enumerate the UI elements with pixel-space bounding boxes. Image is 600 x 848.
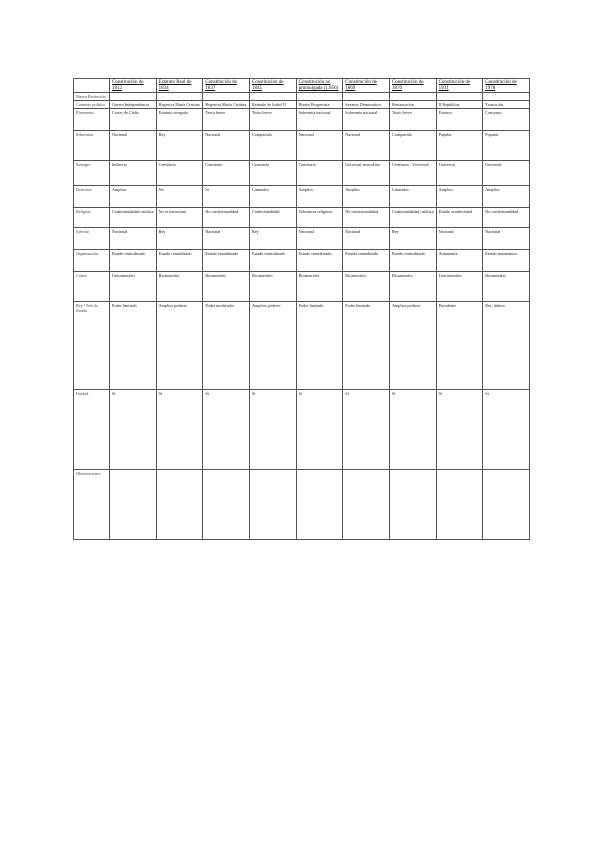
table-cell <box>110 470 157 540</box>
table-body <box>74 93 530 540</box>
table-cell: Amplios <box>110 186 157 208</box>
table-cell: Bicamerales <box>156 272 203 302</box>
table-cell: Nacional <box>296 131 343 161</box>
header-cell-1869: Constitución de 1869 <box>343 79 390 93</box>
table-cell <box>389 470 436 540</box>
table-cell: Universal <box>436 161 483 186</box>
row-label: Organización <box>74 250 110 272</box>
table-cell: Bicamerales <box>203 272 250 302</box>
table-cell: Amplios <box>343 186 390 208</box>
table-cell: Sí <box>436 390 483 470</box>
table-cell: Estado centralizado <box>296 250 343 272</box>
table-cell: Sexenio Democrático <box>343 101 390 109</box>
table-row <box>74 272 530 302</box>
table-cell: Nacional <box>483 228 530 250</box>
row-label: Nueva Redacción <box>74 93 110 101</box>
table-cell: No confesionalidad <box>483 208 530 228</box>
table-cell: Bicamerales <box>389 272 436 302</box>
table-cell: Censitario / Universal <box>389 161 436 186</box>
table-cell <box>203 470 250 540</box>
table-cell: Poder limitado <box>296 302 343 390</box>
table-cell: No confesionalidad <box>203 208 250 228</box>
table-cell: Amplios poderes <box>156 302 203 390</box>
table-cell: Nacional <box>343 228 390 250</box>
table-row <box>74 93 530 101</box>
table-cell: Estado centralizado <box>343 250 390 272</box>
table-cell: Unicamerales <box>110 272 157 302</box>
table-cell: Confesionalidad católica <box>110 208 157 228</box>
table-cell: Limitados <box>249 186 296 208</box>
table-cell: Poder limitado <box>343 302 390 390</box>
table-cell: Texto breve <box>203 109 250 131</box>
table-cell: Restauración <box>389 101 436 109</box>
table-cell <box>249 470 296 540</box>
table-cell <box>343 470 390 540</box>
table-cell: Estado autonómico <box>483 250 530 272</box>
table-cell <box>389 93 436 101</box>
table-cell: Soberanía nacional <box>296 109 343 131</box>
table-cell: Bienio Progresista <box>296 101 343 109</box>
table-cell: Poder limitado <box>110 302 157 390</box>
table-cell: Sí <box>110 390 157 470</box>
table-row <box>74 250 530 272</box>
table-cell: Estado centralizado <box>249 250 296 272</box>
table-cell: Texto breve <box>389 109 436 131</box>
table-row <box>74 101 530 109</box>
table-cell: No confesionalidad <box>343 208 390 228</box>
table-cell <box>436 470 483 540</box>
table-cell: Presidente <box>436 302 483 390</box>
table-row <box>74 109 530 131</box>
table-cell <box>436 93 483 101</box>
table-cell: Bicamerales <box>343 272 390 302</box>
table-cell: Regencia María Cristina <box>156 101 203 109</box>
table-cell <box>156 470 203 540</box>
header-cell-1876: Constitución de 1876 <box>389 79 436 93</box>
row-label: Derechos <box>74 186 110 208</box>
table-cell: Indirecto <box>110 161 157 186</box>
table-cell: Cortes de Cádiz <box>110 109 157 131</box>
table-cell: No se menciona <box>156 208 203 228</box>
header-cell-1837: Constitución de 1837 <box>203 79 250 93</box>
table-cell: Censitario <box>203 161 250 186</box>
table-cell <box>483 93 530 101</box>
table-cell: Extenso <box>436 109 483 131</box>
table-cell: Compartida <box>249 131 296 161</box>
row-label: Contexto político <box>74 101 110 109</box>
table-cell: Nacional <box>203 131 250 161</box>
table-cell: Rey <box>156 131 203 161</box>
table-row <box>74 228 530 250</box>
table-cell: Amplios poderes <box>389 302 436 390</box>
header-cell-1931: Constitución de 1931 <box>436 79 483 93</box>
table-cell: Amplios <box>436 186 483 208</box>
table-cell: Rey <box>249 228 296 250</box>
table-row <box>74 186 530 208</box>
table-cell: Transición <box>483 101 530 109</box>
row-label: Cortes <box>74 272 110 302</box>
table-cell: Nacional <box>436 228 483 250</box>
table-row <box>74 208 530 228</box>
table-cell: Rey <box>156 228 203 250</box>
table-row <box>74 302 530 390</box>
table-cell: Autonomía <box>436 250 483 272</box>
table-cell <box>483 470 530 540</box>
table-cell: Soberanía nacional <box>343 109 390 131</box>
table-cell: Nacional <box>203 228 250 250</box>
constitutions-comparison-table <box>73 78 530 540</box>
table-cell <box>296 93 343 101</box>
table-cell: Guerra Independencia <box>110 101 157 109</box>
table-cell: Bicamerales <box>249 272 296 302</box>
table-cell: Bicamerales <box>296 272 343 302</box>
table-cell: Universal masculino <box>343 161 390 186</box>
table-cell: Amplios poderes <box>249 302 296 390</box>
table-cell: Sí <box>483 390 530 470</box>
table-cell: Nacional <box>296 228 343 250</box>
header-cell-1845: Constitución de 1845 <box>249 79 296 93</box>
row-label: Soberanía <box>74 131 110 161</box>
table-cell: Amplios <box>296 186 343 208</box>
table-cell: Censitario <box>249 161 296 186</box>
table-cell: Sí <box>203 186 250 208</box>
table-row <box>74 161 530 186</box>
table-row <box>74 131 530 161</box>
table-cell: Estado aconfesional <box>436 208 483 228</box>
table-cell <box>110 93 157 101</box>
table-cell: Amplios <box>483 186 530 208</box>
header-cell-1856: Constitución no promulgada (1.856) <box>296 79 343 93</box>
table-cell: Consenso <box>483 109 530 131</box>
table-cell: Censitario <box>296 161 343 186</box>
table-cell: Nacional <box>110 131 157 161</box>
table-cell: Sí <box>156 390 203 470</box>
header-cell-1978: Constitución de 1978 <box>483 79 530 93</box>
table-cell <box>343 93 390 101</box>
table-cell <box>156 93 203 101</box>
table-cell: Limitados <box>389 186 436 208</box>
table-cell: Sí <box>296 390 343 470</box>
row-label: Rey / Jefe de Estado <box>74 302 110 390</box>
row-label: Unidad <box>74 390 110 470</box>
table-cell: Estatuto otorgado <box>156 109 203 131</box>
table-cell: Confesionalidad católica <box>389 208 436 228</box>
header-cell-1812: Constitución de 1812 <box>110 79 157 93</box>
table-cell: Nacional <box>343 131 390 161</box>
row-label: Sufragio <box>74 161 110 186</box>
table-cell: Estado centralizado <box>156 250 203 272</box>
row-label: Religión <box>74 208 110 228</box>
table-cell: Bicamerales <box>483 272 530 302</box>
table-header-row <box>74 79 530 93</box>
table-cell: Rey, árbitro <box>483 302 530 390</box>
table-cell: Compartida <box>389 131 436 161</box>
table-cell: Poder moderador <box>203 302 250 390</box>
table-cell: Popular <box>483 131 530 161</box>
table-cell <box>249 93 296 101</box>
table-cell <box>296 470 343 540</box>
row-label: Elementos <box>74 109 110 131</box>
row-label: Ejército <box>74 228 110 250</box>
table-cell: Sí <box>389 390 436 470</box>
table-cell: Tolerancia religiosa <box>296 208 343 228</box>
table-cell: Reinado de Isabel II <box>249 101 296 109</box>
table-cell: Estado centralizado <box>203 250 250 272</box>
table-cell: Sí <box>249 390 296 470</box>
table-cell: No <box>156 186 203 208</box>
table-cell: Universal <box>483 161 530 186</box>
row-label: Observaciones <box>74 470 110 540</box>
table-cell <box>203 93 250 101</box>
table-row <box>74 470 530 540</box>
table-cell: Estado centralizado <box>110 250 157 272</box>
table-cell: II República <box>436 101 483 109</box>
table-cell: Sí <box>343 390 390 470</box>
table-cell: Censitario <box>156 161 203 186</box>
table-cell: Popular <box>436 131 483 161</box>
table-cell: Unicamerales <box>436 272 483 302</box>
header-cell-1834: Estatuto Real de 1834 <box>156 79 203 93</box>
table-cell: Nacional <box>110 228 157 250</box>
table-row <box>74 390 530 470</box>
table-cell: Estado centralizado <box>389 250 436 272</box>
table-cell: Sí <box>203 390 250 470</box>
header-cell-corner <box>74 79 110 93</box>
table-cell: Texto breve <box>249 109 296 131</box>
table-cell: Confesionalidad <box>249 208 296 228</box>
table-cell: Rey <box>389 228 436 250</box>
table-cell: Regencia María Cristina <box>203 101 250 109</box>
